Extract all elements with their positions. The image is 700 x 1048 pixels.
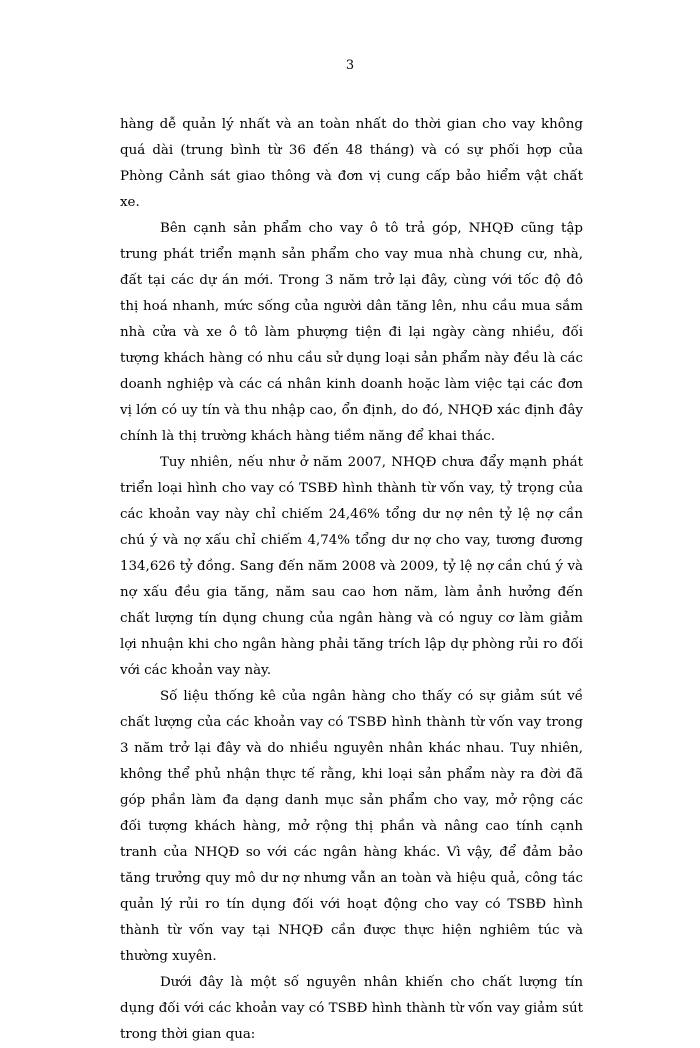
paragraph-debt-ratio: Tuy nhiên, nếu như ở năm 2007, NHQĐ chưa đẩy mạnh phát triển loại hình cho vay có TSBĐ hình thành từ vốn vay, tỷ trọng của các khoản vay này chỉ chiếm 24,46% tổng dư nợ nên tỷ lệ nợ cần chú ý và nợ xấu chỉ chiếm 4,74% tổng dư nợ cho vay, tương đương 134,626 tỷ đồng. Sang đến năm 2008 và 2009, tỷ lệ nợ cần chú ý và nợ xấu đều gia tăng, năm sau cao hơn năm, làm ảnh hưởng đến chất lượng tín dụng chung của ngân hàng và có nguy cơ làm giảm lợi nhuận khi cho ngân hàng phải tăng trích lập dự phòng rủi ro đối với các khoản vay này. [120, 455, 583, 678]
paragraph-installment-products: Bên cạnh sản phẩm cho vay ô tô trả góp, NHQĐ cũng tập trung phát triển mạnh sản phẩm cho vay mua nhà chung cư, nhà, đất tại các dự án mới. Trong 3 năm trở lại đây, cùng với tốc độ đô thị hoá nhanh, mức sống của người dân tăng lên, nhu cầu mua sắm nhà cửa và xe ô tô làm phượng tiện đi lại ngày càng nhiều, đối tượng khách hàng có nhu cầu sử dụng loại sản phẩm này đều là các doanh nghiệp và các cá nhân kinh doanh hoặc làm việc tại các đơn vị lớn có uy tín và thu nhập cao, ổn định, do đó, NHQĐ xác định đây chính là thị trường khách hàng tiềm năng để khai thác. [120, 221, 583, 444]
paragraph-continuation: hàng dễ quản lý nhất và an toàn nhất do thời gian cho vay không quá dài (trung bình từ 36 đến 48 tháng) và có sự phối hợp của Phòng Cảnh sát giao thông và đơn vị cung cấp bảo hiểm vật chất xe. [120, 117, 583, 210]
paragraph-causes-intro: Dưới đây là một số nguyên nhân khiến cho chất lượng tín dụng đối với các khoản vay có TSBĐ hình thành từ vốn vay giảm sút trong thời gian qua: [120, 975, 583, 1042]
paragraph-statistics: Số liệu thống kê của ngân hàng cho thấy có sự giảm sút về chất lượng của các khoản vay có TSBĐ hình thành từ vốn vay trong 3 năm trở lại đây và do nhiều nguyên nhân khác nhau. Tuy nhiên, không thể phủ nhận thực tế rằng, khi loại sản phẩm này ra đời đã góp phần làm đa dạng danh mục sản phẩm cho vay, mở rộng các đối tượng khách hàng, mở rộng thị phần và nâng cao tính cạnh tranh của NHQĐ so với các ngân hàng khác. Vì vậy, để đảm bảo tăng trưởng quy mô dư nợ nhưng vẫn an toàn và hiệu quả, công tác quản lý rủi ro tín dụng đối với hoạt động cho vay có TSBĐ hình thành từ vốn vay tại NHQĐ cần được thực hiện nghiêm túc và thường xuyên. [120, 689, 583, 964]
page-number: 3 [345, 58, 355, 73]
body-text [120, 112, 583, 1048]
